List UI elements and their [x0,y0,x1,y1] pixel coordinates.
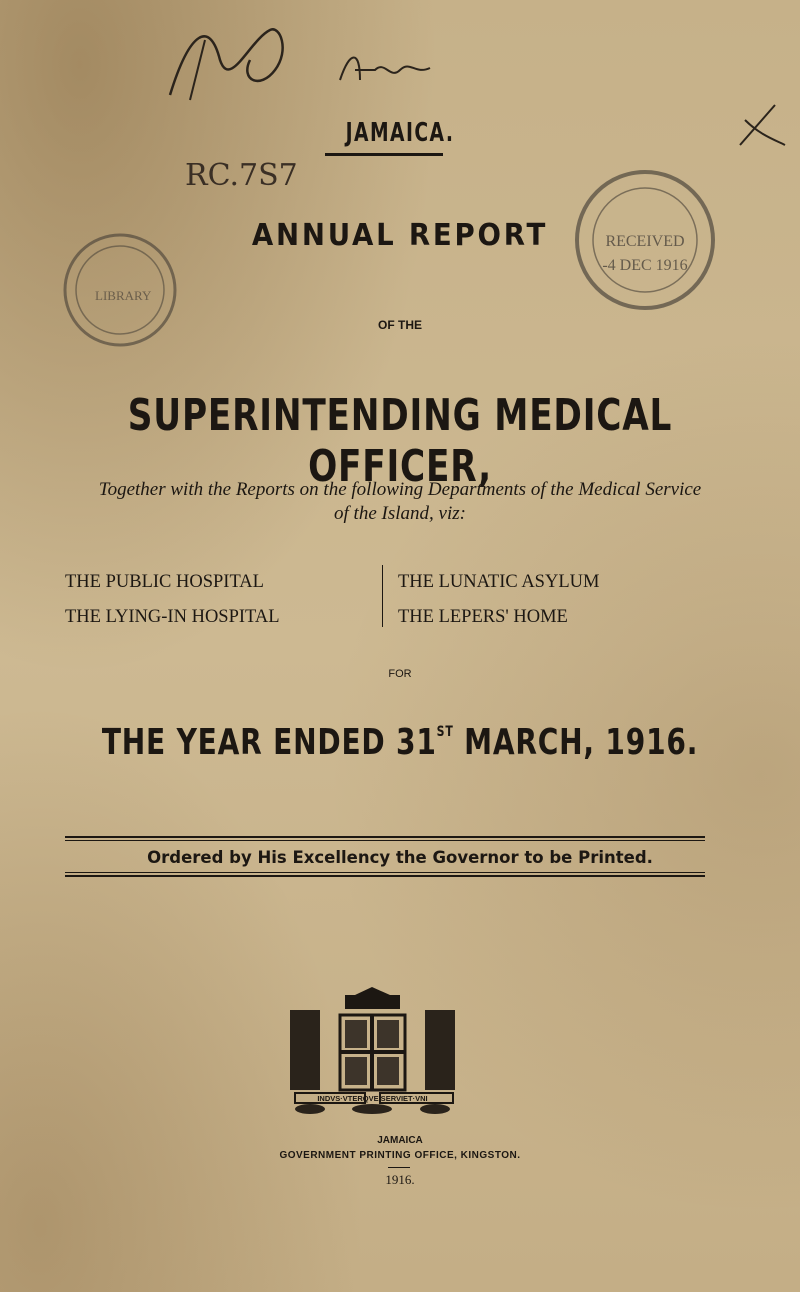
department-divider [382,565,383,627]
departments-right [398,565,599,635]
imprint-place: JAMAICA [377,1135,423,1146]
year-prefix: THE YEAR ENDED 31 [101,722,437,763]
handwritten-initials [330,40,450,100]
country-heading: JAMAICA. [345,118,455,148]
subtitle-line-1: Together with the Reports on the following Departments of the Medical Service [98,479,702,500]
main-title: SUPERINTENDING MEDICAL OFFICER, [127,390,673,492]
rule [65,872,705,873]
handwritten-mark [730,100,790,160]
imprint-year: 1916. [385,1172,415,1187]
department-item: THE PUBLIC HOSPITAL [65,572,264,592]
of-the-label: OF THE [378,318,422,332]
received-stamp-label: RECEIVED [605,233,685,250]
subtitle-line-2: of the Island, viz: [334,503,466,524]
for-label: FOR [388,668,412,680]
library-stamp-text: LIBRARY [95,288,152,303]
rule [65,836,705,838]
year-suffix: MARCH, 1916. [453,722,699,763]
year-ordinal: ST [436,724,454,740]
department-item: THE LEPERS' HOME [398,607,568,627]
handwritten-signature [150,20,310,110]
imprint-printer: GOVERNMENT PRINTING OFFICE, KINGSTON. [279,1150,521,1161]
department-item: THE LUNATIC ASYLUM [398,572,600,592]
subtitle [60,478,740,526]
received-stamp-date: -4 DEC 1916 [602,257,688,274]
year-ended [88,722,712,763]
order-line: Ordered by His Excellency the Governor to be Printed. [147,848,653,867]
coat-of-arms-icon [285,985,460,1115]
crest-motto: INDVS·VTERQVE SERVIET·VNI [317,1094,428,1103]
departments-left [65,565,280,635]
handwritten-reference: RC.7S7 [185,158,298,193]
department-item: THE LYING-IN HOSPITAL [65,607,280,627]
imprint-rule [388,1167,410,1168]
received-stamp [565,160,725,320]
rule [65,875,705,877]
heading-underline [325,153,443,156]
report-title: ANNUAL REPORT [251,218,549,253]
rule [65,840,705,841]
library-stamp [55,150,185,380]
